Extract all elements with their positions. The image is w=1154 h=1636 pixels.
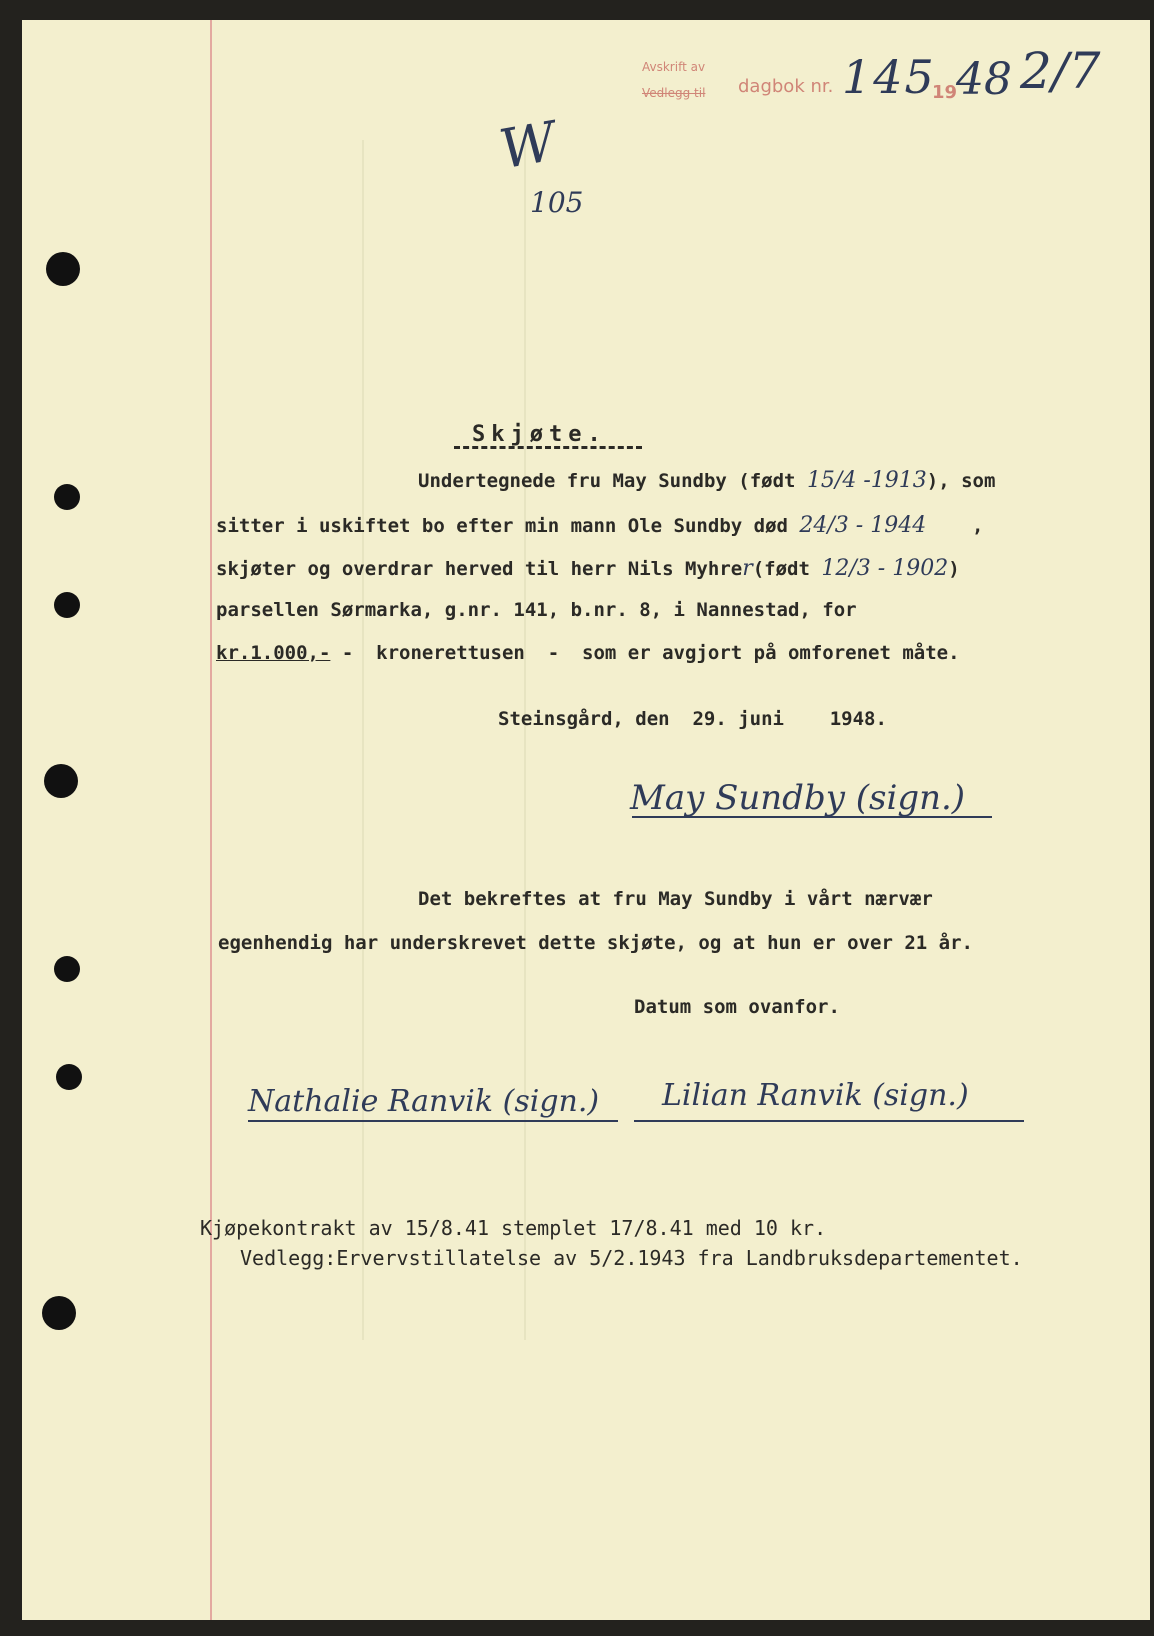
margin-line [210, 20, 212, 1620]
death-date-handwritten: 24/3 - 1944 [799, 513, 927, 538]
stamp-year-prefix: 19 [932, 82, 958, 103]
handwritten-ref: W [494, 109, 561, 182]
deed-line-1: Undertegnede fru May Sundby (født 15/4 -1913), som [418, 468, 996, 493]
witness-signature-right: Lilian Ranvik (sign.) [662, 1078, 969, 1113]
punch-hole [44, 764, 78, 798]
deed-title: Skjøte. [472, 422, 607, 447]
deed-line-5: kr.1.000,- - kronerettusen - som er avgjort på omforenet måte. [216, 642, 960, 664]
signature-line [632, 816, 992, 818]
punch-hole [54, 956, 80, 982]
journal-date: 2/7 [1020, 42, 1101, 100]
place-date: Steinsgård, den 29. juni 1948. [498, 708, 887, 730]
stamp-vedlegg: Vedlegg til [642, 86, 706, 100]
purchase-amount: kr.1.000,- [216, 642, 331, 664]
witness-date: Datum som ovanfor. [634, 996, 840, 1018]
punch-hole [54, 484, 80, 510]
deed-line-3: skjøter og overdrar herved til herr Nils Myhrer(født 12/3 - 1902) [216, 556, 960, 581]
seller-signature: May Sundby (sign.) [630, 778, 966, 818]
stamp-dagbok: dagbok nr. [738, 76, 834, 97]
signature-line [248, 1120, 618, 1122]
signature-line [634, 1120, 1024, 1122]
punch-hole [46, 252, 80, 286]
deed-line-2: sitter i uskiftet bo efter min mann Ole Sundby død 24/3 - 1944 , [216, 513, 984, 538]
buyer-birth-date-handwritten: 12/3 - 1902 [821, 556, 949, 581]
document-page [22, 20, 1150, 1620]
witness-line-1: Det bekreftes at fru May Sundby i vårt nærvær [418, 888, 933, 910]
punch-hole [42, 1296, 76, 1330]
witness-line-2: egenhendig har underskrevet dette skjøte, og at hun er over 21 år. [218, 932, 973, 954]
note-attachment: Vedlegg:Ervervstillatelse av 5/2.1943 fra Landbruksdepartementet. [240, 1246, 1023, 1270]
punch-hole [56, 1064, 82, 1090]
punch-hole [54, 592, 80, 618]
journal-year: 48 [956, 54, 1012, 105]
deed-line-4: parsellen Sørmarka, g.nr. 141, b.nr. 8, i Nannestad, for [216, 599, 857, 621]
handwritten-ref-number: 105 [530, 186, 584, 219]
title-underline [454, 446, 642, 449]
stamp-avskrift: Avskrift av [642, 60, 706, 74]
witness-signature-left: Nathalie Ranvik (sign.) [248, 1084, 600, 1119]
note-contract: Kjøpekontrakt av 15/8.41 stemplet 17/8.41 med 10 kr. [200, 1216, 827, 1240]
watermark [362, 140, 526, 1340]
birth-date-handwritten: 15/4 -1913 [806, 468, 927, 493]
journal-number: 145 [842, 50, 936, 104]
